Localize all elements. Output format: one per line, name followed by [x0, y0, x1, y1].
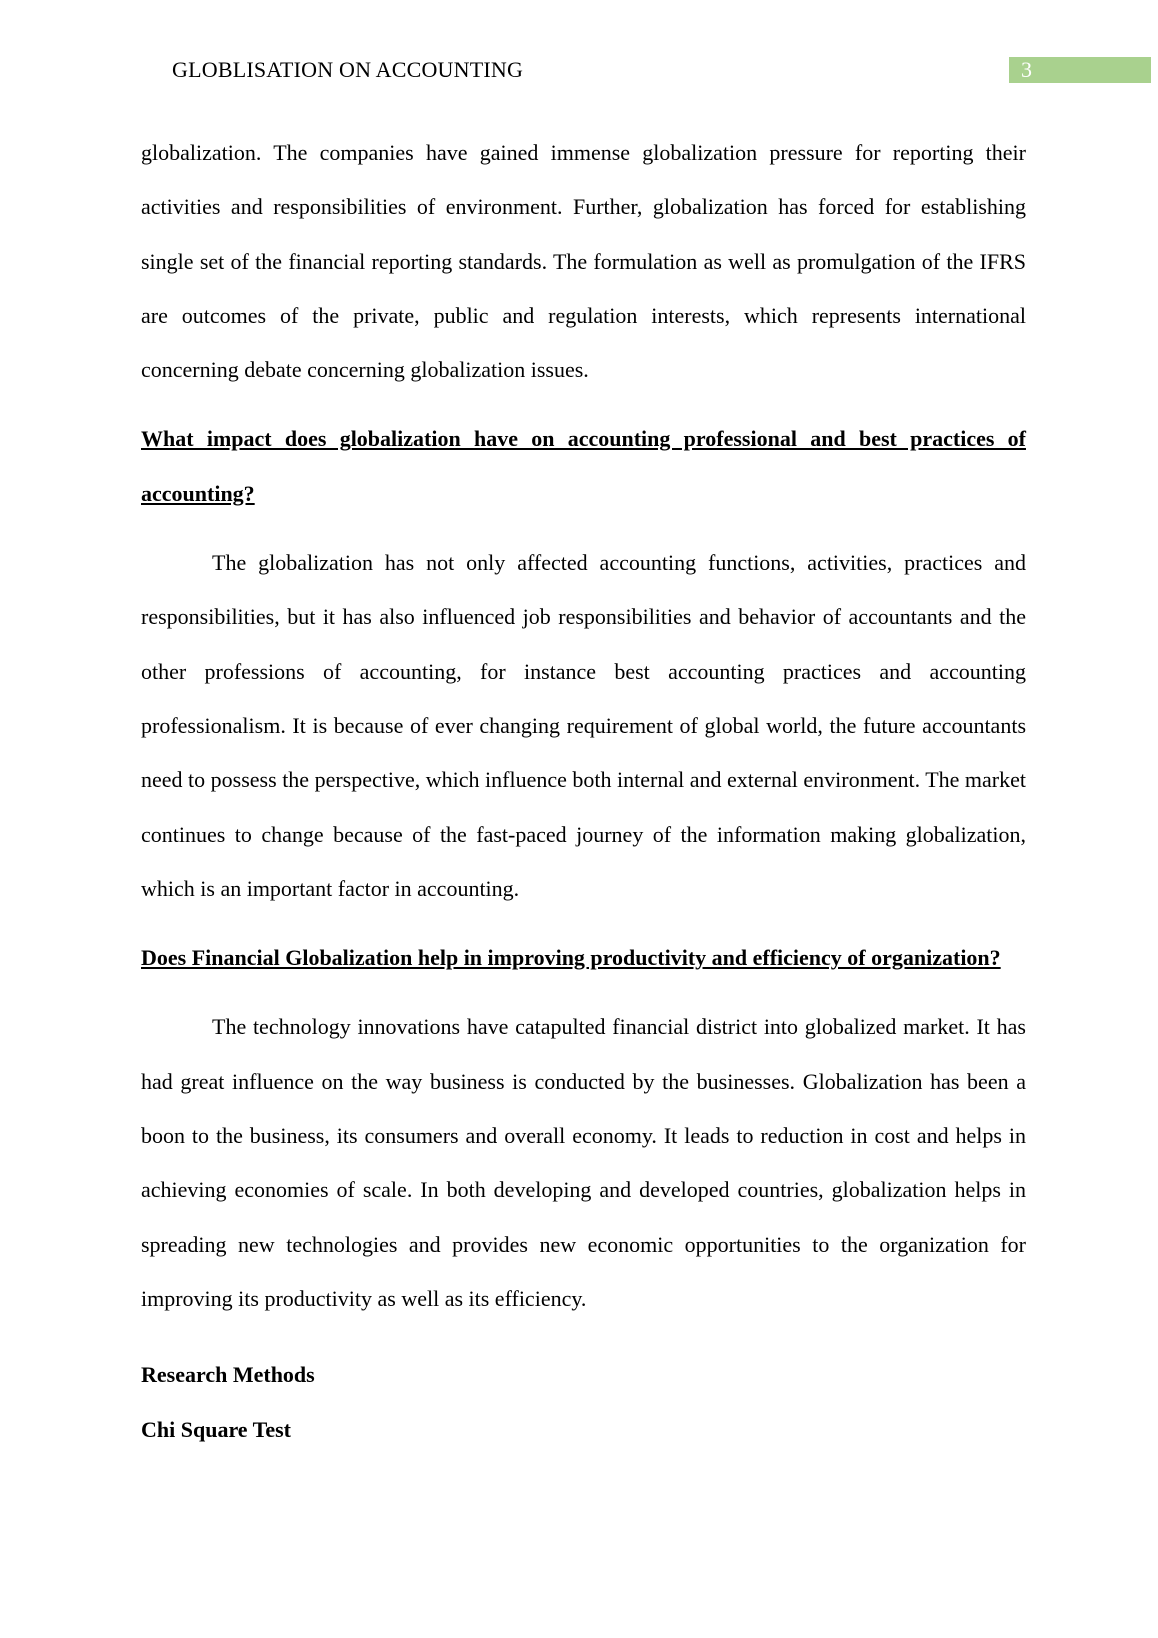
paragraph-impact: The globalization has not only affected accounting functions, activities, practices and responsibilities, but it has also influenced job responsibilities and behavior of accountants and the other professions of accounting, for instance best accounting practices and accounting professionalism. It is because of ever changing requirement of global world, the future accountants need to possess the perspective, which influence both internal and external environment. The market continues to change because of the fast-paced journey of the information making globalization, which is an important factor in accounting.: [141, 550, 1026, 901]
heading-financial-question: Does Financial Globalization help in improving productivity and efficiency of organization?: [141, 945, 1001, 971]
running-head-title: GLOBLISATION ON ACCOUNTING: [172, 57, 524, 82]
paragraph-financial: The technology innovations have catapulted financial district into globalized market. It has had great influence on the way business is conducted by the businesses. Globalization has been a boon to the business, its consumers and overall economy. It leads to reduction in cost and helps in achieving economies of scale. In both developing and developed countries, globalization helps in spreading new technologies and provides new economic opportunities to the organization for improving its productivity as well as its efficiency.: [141, 1014, 1026, 1311]
heading-chi-square-test: Chi Square Test: [141, 1416, 291, 1442]
document-body: [141, 126, 1026, 1457]
heading-impact-question: What impact does globalization have on accounting professional and best practices of accounting?: [141, 426, 1026, 506]
heading-research-methods: Research Methods: [141, 1362, 315, 1388]
page-number-badge: 3: [1009, 57, 1151, 83]
paragraph-intro: globalization. The companies have gained immense globalization pressure for reporting their activities and responsibilities of environment. Further, globalization has forced for establishing single set of the financial reporting standards. The formulation as well as promulgation of the IFRS are outcomes of the private, public and regulation interests, which represents international concerning debate concerning globalization issues.: [141, 140, 1026, 383]
